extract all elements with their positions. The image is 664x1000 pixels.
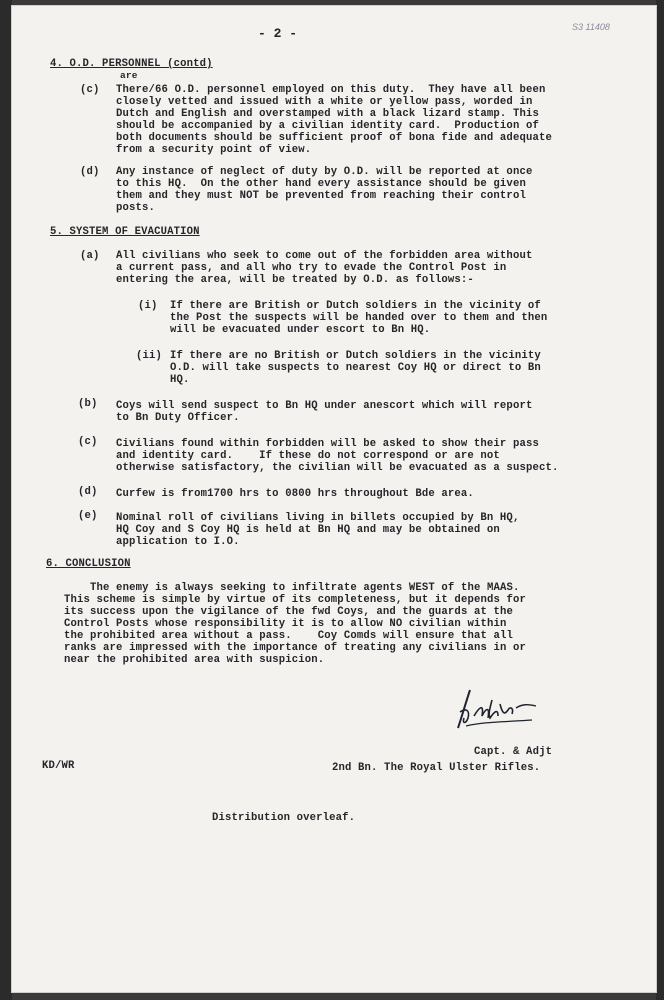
sec6-line-3: its success upon the vigilance of the fwd Coys, and the guards at the	[64, 606, 514, 618]
sec5-b-line-2: to Bn Duty Officer.	[116, 412, 240, 424]
sec4-c-line-5: both documents should be sufficient proof of bona fide and adequate	[116, 132, 552, 144]
sec5-ii-line-1: If there are no British or Dutch soldiers in the vicinity	[170, 350, 541, 362]
sec4-c-line-6: from a security point of view.	[116, 144, 312, 156]
sec5-ii-line-3: HQ.	[170, 374, 190, 386]
section-4-heading: 4. O.D. PERSONNEL (contd)	[50, 58, 213, 70]
sec4-c-line-1: There/66 O.D. personnel employed on this duty. They have all been	[116, 84, 546, 96]
reference-initials: KD/WR	[42, 760, 75, 772]
sec6-line-4: Control Posts whose responsibility it is to allow NO civilian within	[64, 618, 507, 630]
handwritten-signature	[452, 682, 542, 734]
sec5-ii-label: (ii)	[136, 350, 163, 362]
sec5-c-line-1: Civilians found within forbidden will be asked to show their pass	[116, 438, 539, 450]
sec5-i-line-3: will be evacuated under escort to Bn HQ.	[170, 324, 431, 336]
sec5-a-line-2: a current pass, and all who try to evade the Control Post in	[116, 262, 507, 274]
sec5-i-line-2: the Post the suspects will be handed over to them and then	[170, 312, 548, 324]
sec4-d-line-1: Any instance of neglect of duty by O.D. will be reported at once	[116, 166, 533, 178]
sec4-c-label: (c)	[80, 84, 100, 96]
sec5-e-line-3: application to I.O.	[116, 536, 240, 548]
sec4-c-line-3: Dutch and English and overstamped with a black lizard stamp. This	[116, 108, 539, 120]
archive-reference: S3 11408	[572, 22, 610, 32]
page-number: - 2 -	[258, 26, 298, 41]
signature-rank: Capt. & Adjt	[474, 746, 553, 758]
section-5-heading: 5. SYSTEM OF EVACUATION	[50, 226, 200, 238]
sec5-ii-line-2: O.D. will take suspects to nearest Coy HQ or direct to Bn	[170, 362, 541, 374]
sec5-c-label: (c)	[78, 436, 98, 448]
right-edge	[656, 0, 664, 1000]
sec5-c-line-3: otherwise satisfactory, the civilian will be evacuated as a suspect.	[116, 462, 559, 474]
sec5-a-label: (a)	[80, 250, 100, 262]
sec5-d-label: (d)	[78, 486, 98, 498]
sec5-e-line-1: Nominal roll of civilians living in billets occupied by Bn HQ,	[116, 512, 520, 524]
section-6-heading: 6. CONCLUSION	[46, 558, 131, 570]
sec5-i-label: (i)	[138, 300, 158, 312]
sec4-d-line-4: posts.	[116, 202, 156, 214]
document-page	[12, 6, 656, 992]
sec5-a-line-1: All civilians who seek to come out of the forbidden area without	[116, 250, 533, 262]
sec5-c-line-2: and identity card. If these do not correspond or are not	[116, 450, 500, 462]
sec6-line-6: ranks are impressed with the importance of treating any civilians in or	[64, 642, 527, 654]
sec4-c-line-2: closely vetted and issued with a white or yellow pass, worded in	[116, 96, 533, 108]
sec6-line-7: near the prohibited area with suspicion.	[64, 654, 325, 666]
sec6-line-5: the prohibited area without a pass. Coy Comds will ensure that all	[64, 630, 514, 642]
sec4-d-line-3: them and they must NOT be prevented from reaching their control	[116, 190, 526, 202]
insert-are: are	[120, 70, 138, 81]
distribution-note: Distribution overleaf.	[212, 812, 356, 824]
sec4-d-label: (d)	[80, 166, 100, 178]
sec5-b-line-1: Coys will send suspect to Bn HQ under anescort which will report	[116, 400, 533, 412]
sec5-b-label: (b)	[78, 398, 98, 410]
sec6-line-2: This scheme is simple by virtue of its completeness, but it depends for	[64, 594, 527, 606]
sec6-line-1: The enemy is always seeking to infiltrate agents WEST of the MAAS.	[64, 582, 520, 594]
sec4-d-line-2: to this HQ. On the other hand every assistance should be given	[116, 178, 526, 190]
sec5-e-label: (e)	[78, 510, 98, 522]
sec5-e-line-2: HQ Coy and S Coy HQ is held at Bn HQ and may be obtained on	[116, 524, 500, 536]
sec5-i-line-1: If there are British or Dutch soldiers in the vicinity of	[170, 300, 541, 312]
signature-unit: 2nd Bn. The Royal Ulster Rifles.	[332, 762, 541, 774]
sec5-a-line-3: entering the area, will be treated by O.D. as follows:-	[116, 274, 474, 286]
sec5-d-line-1: Curfew is from1700 hrs to 0800 hrs throughout Bde area.	[116, 488, 474, 500]
sec4-c-line-4: should be accompanied by a civilian identity card. Production of	[116, 120, 539, 132]
left-edge	[0, 0, 12, 1000]
